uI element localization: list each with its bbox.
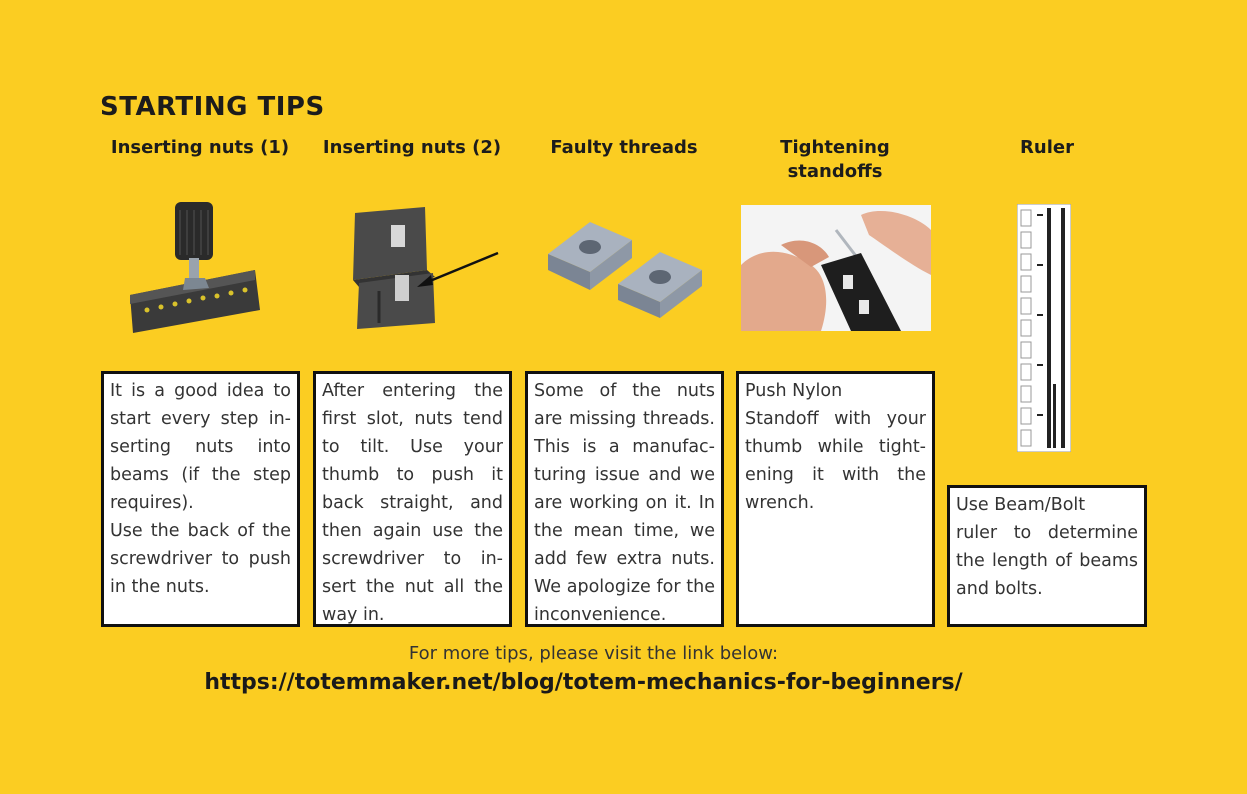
tip-box-tightening-standoffs xyxy=(736,371,935,627)
tightening-standoff-photo xyxy=(741,205,931,331)
heading-faulty-threads: Faulty threads xyxy=(550,137,698,158)
tip-text: ruler to determine the length of beams and bolts. xyxy=(956,523,1138,599)
tip-text: Push Nylon xyxy=(745,381,843,401)
footer-note: For more tips, please visit the link below: xyxy=(408,643,779,664)
page-title: STARTING TIPS xyxy=(100,92,325,122)
tip-box-inserting-nuts-1 xyxy=(101,371,300,627)
tip-box-inserting-nuts-2 xyxy=(313,371,512,627)
beam-bolt-ruler-illustration xyxy=(1017,204,1071,452)
tip-text: Use the back of the screwdriver to push in the nuts. xyxy=(110,521,291,597)
tip-text: Use Beam/Bolt xyxy=(956,495,1086,515)
heading-ruler: Ruler xyxy=(1020,137,1074,158)
footer-link[interactable]: https://totemmaker.net/blog/totem-mechanics-for-beginners/ xyxy=(204,670,963,695)
tilted-nut-illustration xyxy=(345,205,505,335)
tip-text: Standoff with your thumb while tight-ening it with the wrench. xyxy=(745,409,926,513)
tip-text: It is a good idea to start every step in-serting nuts into beams (if the step requires). xyxy=(110,381,291,513)
tip-text: Some of the nuts are missing threads. This is a manufac-turing issue and we are working on it. In the mean time, we add few extra nuts. We apologize for the inconvenience. xyxy=(534,381,715,625)
tip-text: After entering the first slot, nuts tend to tilt. Use your thumb to push it back straight, and then again use the screwdriver to in-sert the nut all the way in. xyxy=(322,381,503,625)
tip-box-faulty-threads xyxy=(525,371,724,627)
heading-inserting-nuts-2: Inserting nuts (2) xyxy=(322,137,502,158)
screwdriver-beam-illustration xyxy=(125,200,265,335)
tip-box-ruler xyxy=(947,485,1147,627)
faulty-nuts-illustration xyxy=(540,212,710,322)
heading-inserting-nuts-1: Inserting nuts (1) xyxy=(110,137,290,158)
heading-tightening-standoffs: Tightening standoffs xyxy=(780,137,890,182)
